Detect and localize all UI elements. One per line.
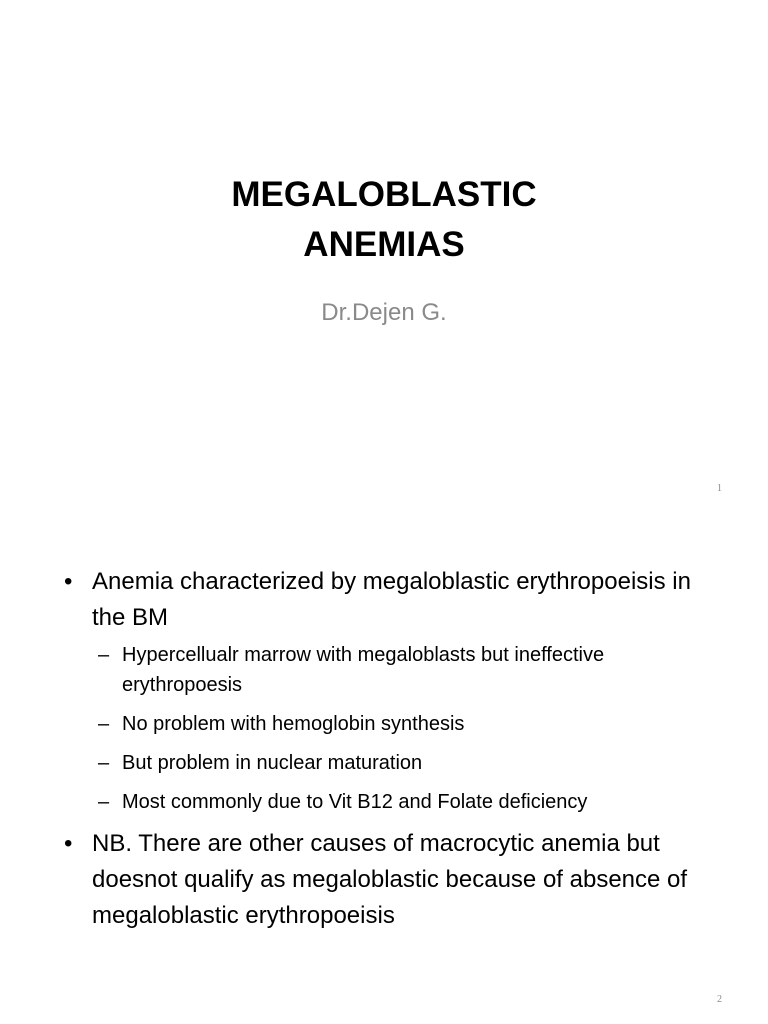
title-line-2: ANEMIAS: [303, 225, 465, 264]
slide-title: [0, 170, 768, 270]
bullet-list: [64, 564, 724, 938]
sub-bullet-item: [92, 709, 724, 739]
title-line-1: MEGALOBLASTIC: [231, 175, 537, 214]
bullet-text: NB. There are other causes of macrocytic anemia but doesnot qualify as megaloblastic because of absence of megaloblastic erythropoeisis: [92, 830, 688, 929]
sub-bullet-list: [92, 640, 724, 817]
bullet-item: [64, 826, 724, 934]
author-subtitle: Dr.Dejen G.: [321, 299, 447, 326]
page-number: 1: [717, 483, 722, 494]
sub-bullet-item: [92, 748, 724, 778]
sub-bullet-marker: –: [98, 644, 110, 666]
bullet-text: Anemia characterized by megaloblastic erythropoeisis in the BM: [92, 568, 691, 631]
sub-bullet-item: [92, 787, 724, 817]
sub-bullet-marker: –: [98, 713, 110, 735]
sub-bullet-text: Hypercellualr marrow with megaloblasts but ineffective erythropoesis: [122, 644, 605, 696]
sub-bullet-marker: –: [98, 791, 110, 813]
bullet-item: [64, 564, 724, 817]
content-slide: [0, 512, 768, 1024]
bullet-marker: •: [64, 830, 73, 857]
sub-bullet-text: But problem in nuclear maturation: [122, 752, 423, 774]
page-number: 2: [717, 994, 722, 1005]
sub-bullet-text: Most commonly due to Vit B12 and Folate deficiency: [122, 791, 588, 813]
sub-bullet-text: No problem with hemoglobin synthesis: [122, 713, 465, 735]
bullet-marker: •: [64, 568, 73, 595]
sub-bullet-marker: –: [98, 752, 110, 774]
sub-bullet-item: [92, 640, 724, 700]
